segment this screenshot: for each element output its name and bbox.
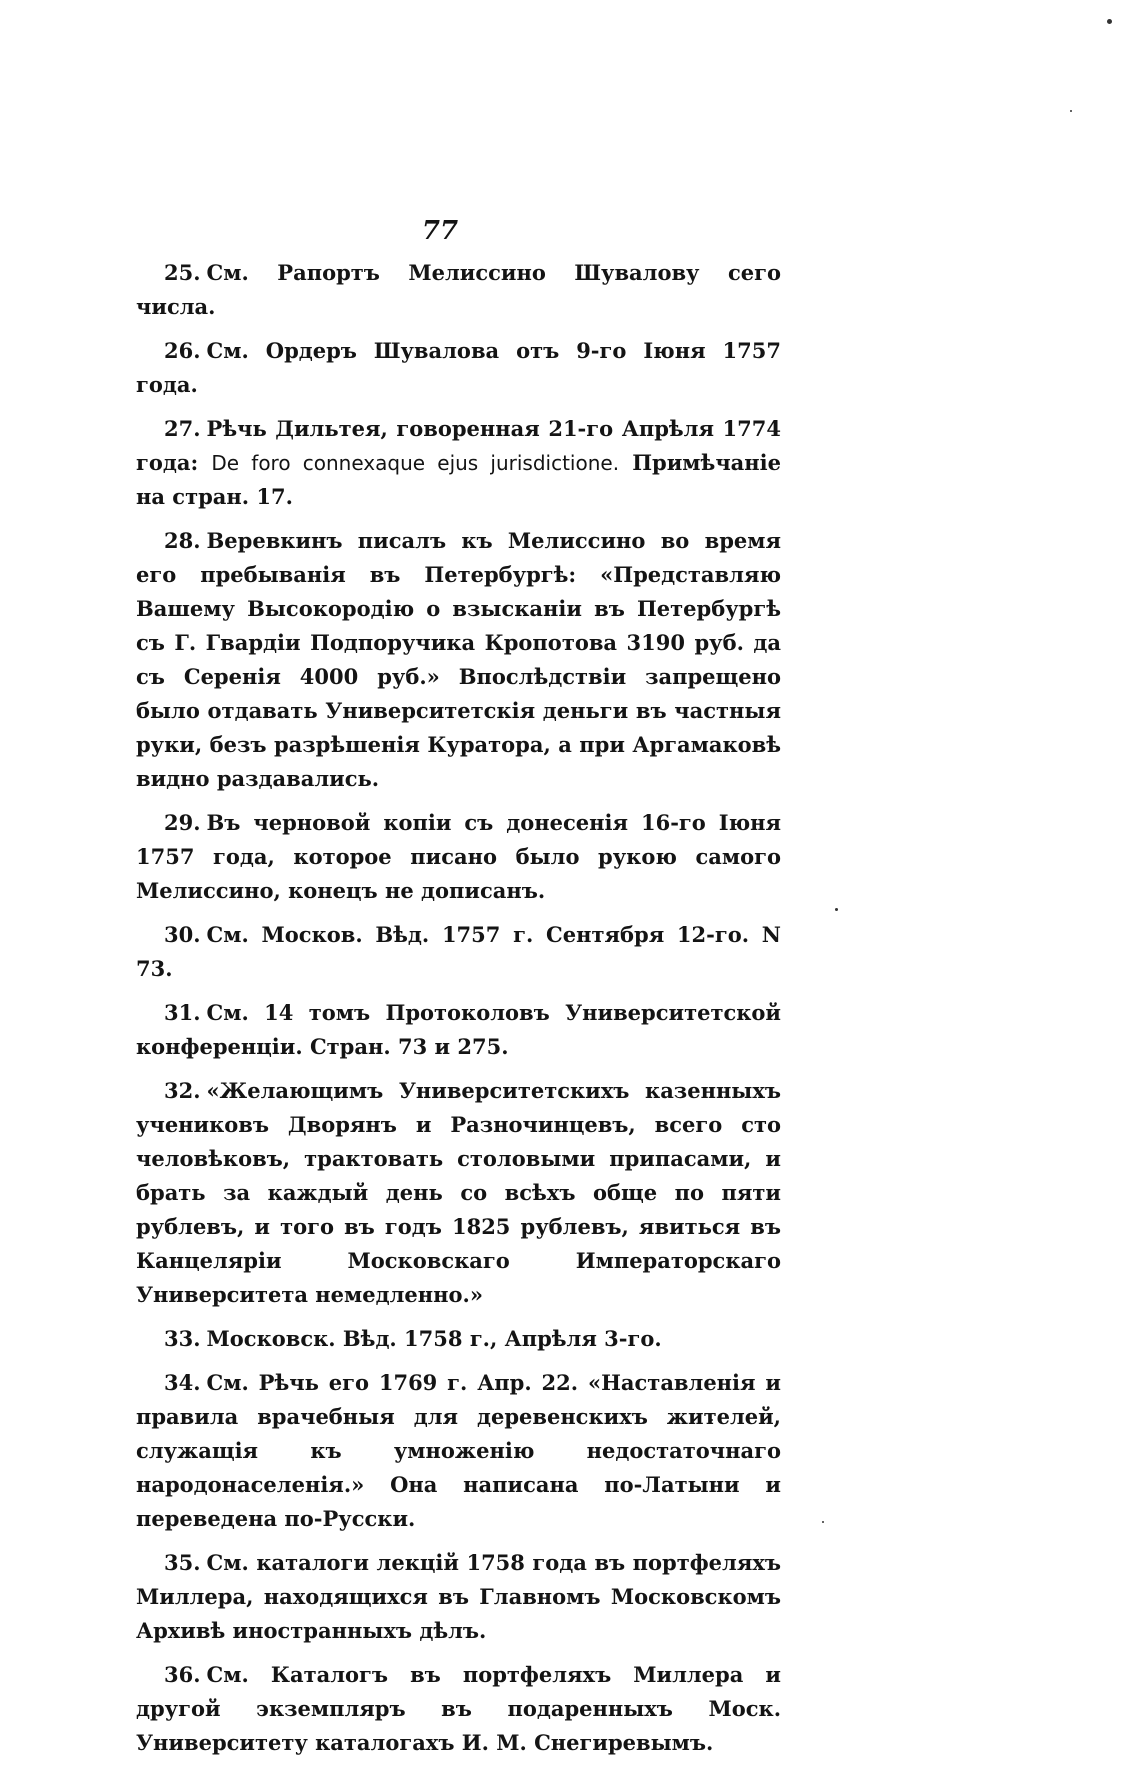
note-number: 31. <box>164 1000 201 1025</box>
note-text: См. Каталогъ въ портфеляхъ Миллера и другой экземпляръ въ подаренныхъ Моск. Университету каталогахъ И. М. Снегиревымъ. <box>136 1662 781 1755</box>
endnote-25 <box>136 256 781 324</box>
note-number: 36. <box>164 1662 201 1687</box>
note-text: Рѣчь Дильтея, говоренная 21-го Апрѣля 1774 года: <box>136 416 781 475</box>
note-number: 34. <box>164 1370 201 1395</box>
note-text: Веревкинъ писалъ къ Мелиссино во время его пребыванія въ Петербургѣ: «Представляю Вашему Высокородію о взысканіи въ Петербургѣ съ Г. Гвардіи Подпоручика Кропотова 3190 руб. да съ Серенія 4000 руб.» Впослѣдствіи запрещено было отдавать Университетскія деньги въ частныя руки, безъ разрѣшенія Куратора, а при Аргамаковѣ видно раздавались. <box>136 528 781 791</box>
scan-speck <box>835 908 838 911</box>
page-number: 77 <box>421 216 459 246</box>
note-text: См. Москов. Вѣд. 1757 г. Сентября 12-го. N 73. <box>136 922 781 981</box>
endnote-36 <box>136 1658 781 1760</box>
endnote-31 <box>136 996 781 1064</box>
note-number: 35. <box>164 1550 201 1575</box>
note-number: 28. <box>164 528 201 553</box>
endnote-26 <box>136 334 781 402</box>
note-number: 29. <box>164 810 201 835</box>
note-text: Московск. Вѣд. 1758 г., Апрѣля 3-го. <box>206 1326 662 1351</box>
note-text: См. Рапортъ Мелиссино Шувалову сего числа. <box>136 260 781 319</box>
note-text: «Желающимъ Университетскихъ казенныхъ учениковъ Дворянъ и Разночинцевъ, всего сто человѣковъ, трактовать столовыми припасами, и брать за каждый день со всѣхъ обще по пяти рублевъ, и того въ годъ 1825 рублевъ, явиться въ Канцеляріи Московскаго Императорскаго Университета немедленно.» <box>136 1078 781 1307</box>
note-text: См. Рѣчь его 1769 г. Апр. 22. «Наставленія и правила врачебныя для деревенскихъ жителей, служащія къ умноженію недостаточнаго народонаселенія.» Она написана по-Латыни и переведена по-Русски. <box>136 1370 781 1531</box>
endnote-28 <box>136 524 781 796</box>
scan-speck <box>1107 19 1112 24</box>
endnote-34 <box>136 1366 781 1536</box>
note-number: 25. <box>164 260 201 285</box>
endnote-30 <box>136 918 781 986</box>
scan-speck <box>1070 110 1072 112</box>
note-number: 27. <box>164 416 201 441</box>
note-text: Въ черновой копіи съ донесенія 16-го Іюня 1757 года, которое писано было рукою самого Мелиссино, конецъ не дописанъ. <box>136 810 781 903</box>
note-number: 30. <box>164 922 201 947</box>
endnote-33 <box>136 1322 781 1356</box>
endnote-27 <box>136 412 781 514</box>
note-text-continued: Примѣчаніе на стран. 17. <box>136 450 782 509</box>
endnote-29 <box>136 806 781 908</box>
note-text: См. 14 томъ Протоколовъ Университетской конференціи. Стран. 73 и 275. <box>136 1000 781 1059</box>
note-latin-title: De foro connexaque ejus jurisdictione. <box>211 451 620 475</box>
note-number: 32. <box>164 1078 201 1103</box>
scan-speck <box>822 1521 824 1523</box>
endnote-35 <box>136 1546 781 1648</box>
note-number: 26. <box>164 338 201 363</box>
note-number: 33. <box>164 1326 201 1351</box>
endnote-32 <box>136 1074 781 1312</box>
endnotes-list <box>136 256 781 1770</box>
note-text: См. Ордеръ Шувалова отъ 9-го Іюня 1757 года. <box>136 338 781 397</box>
note-text: См. каталоги лекцій 1758 года въ портфеляхъ Миллера, находящихся въ Главномъ Московскомъ Архивѣ иностранныхъ дѣлъ. <box>136 1550 781 1643</box>
